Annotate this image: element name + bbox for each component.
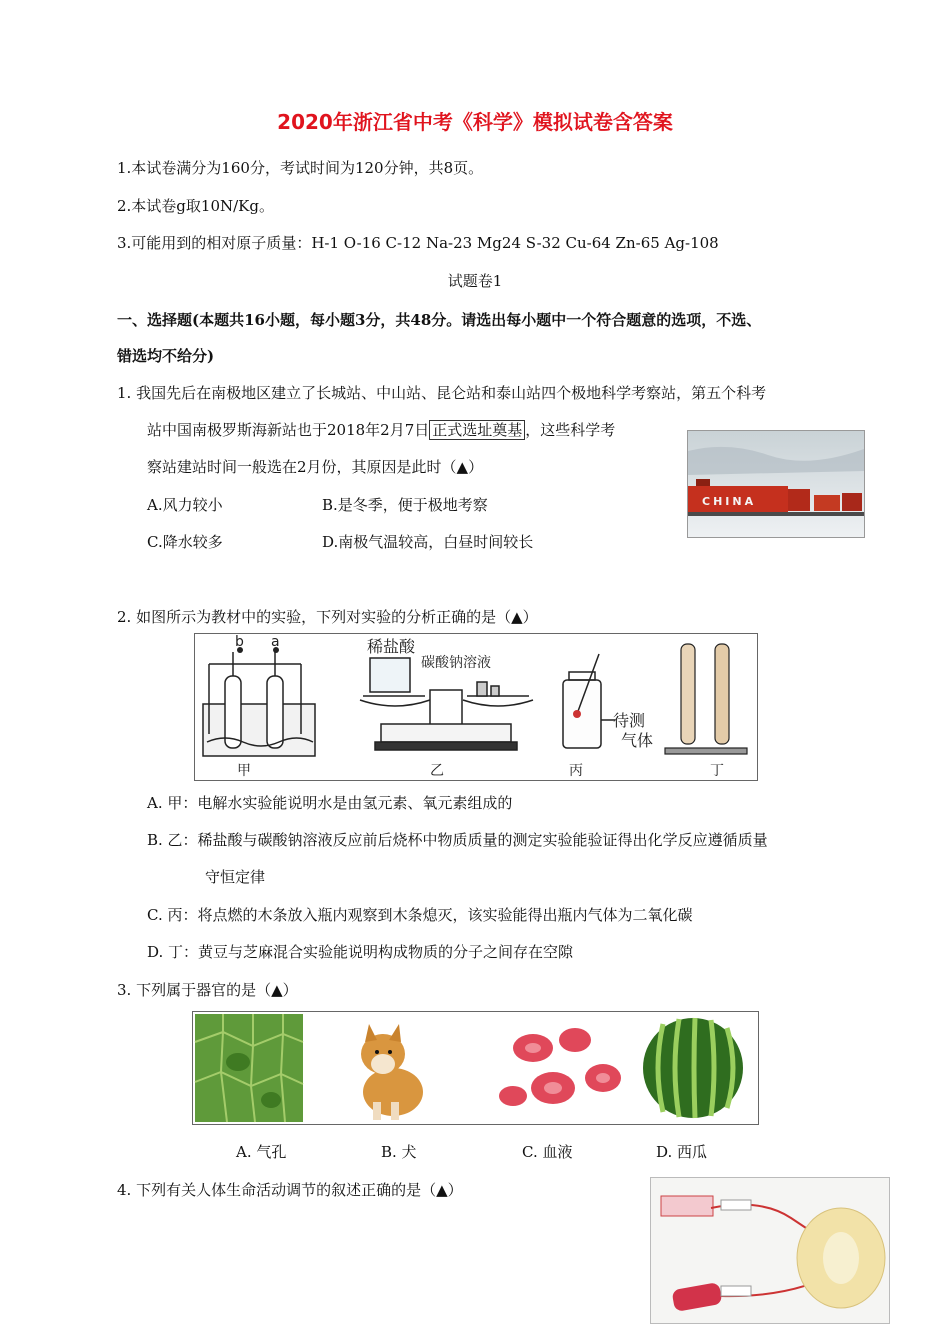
q3-option-c: C. 血液 (522, 1143, 573, 1161)
q1-stem-line2 (147, 419, 615, 440)
q2-option-b-cont: 守恒定律 (205, 868, 266, 886)
q3-option-a: A. 气孔 (236, 1143, 287, 1161)
q1-option-b: B.是冬季，便于极地考察 (322, 496, 488, 514)
paper-label: 试题卷1 (447, 272, 503, 290)
section-heading-line2: 错选均不给分) (117, 347, 215, 365)
q1-option-a: A.风力较小 (147, 496, 223, 514)
q2-option-b: B. 乙：稀盐酸与碳酸钠溶液反应前后烧杯中物质质量的测定实验能验证得出化学反应遵循质量 (147, 831, 768, 849)
section-heading-line1: 一、选择题(本题共16小题，每小题3分，共48分。请选出每小题中一个符合题意的选项，不选、 (117, 311, 762, 329)
q1-stem-line3: 察站建站时间一般选在2月份，其原因是此时（▲） (147, 458, 484, 476)
q2-option-a: A. 甲：电解水实验能说明水是由氢元素、氧元素组成的 (147, 794, 513, 812)
label-ding: 丁 (710, 763, 724, 779)
q3-image-strip (192, 1011, 759, 1125)
q4-stem: 4. 下列有关人体生命活动调节的叙述正确的是（▲） (117, 1181, 463, 1199)
q2-stem: 2. 如图所示为教材中的实验，下列对实验的分析正确的是（▲） (117, 608, 538, 626)
q2-option-d: D. 丁：黄豆与芝麻混合实验能说明构成物质的分子之间存在空隙 (147, 943, 574, 961)
label-jia: 甲 (237, 763, 251, 779)
label-a: a (271, 634, 280, 650)
q1-option-d: D.南极气温较高，白昼时间较长 (322, 533, 534, 551)
q2-option-c: C. 丙：将点燃的木条放入瓶内观察到木条熄灭，该实验能得出瓶内气体为二氧化碳 (147, 906, 693, 924)
q4-reflex-arc-diagram (650, 1177, 890, 1324)
q1-option-c: C.降水较多 (147, 533, 223, 551)
q1-photo-text: CHINA (702, 495, 757, 508)
q1-stem-line2-post: ，这些科学考 (525, 421, 616, 439)
label-b: b (235, 634, 244, 650)
q2-experiment-figure (194, 633, 758, 781)
mixing-tubes (665, 644, 747, 754)
q3-stem: 3. 下列属于器官的是（▲） (117, 981, 298, 999)
label-gas-1: 待测 (613, 711, 646, 730)
dog-image (361, 1024, 423, 1120)
note-2: 2.本试卷g取10N/Kg。 (117, 197, 274, 215)
watermelon-image (643, 1018, 743, 1118)
note-3: 3.可能用到的相对原子质量：H-1 O-16 C-12 Na-23 Mg24 S-32 Cu-64 Zn-65 Ag-108 (117, 234, 719, 252)
q1-stem-line1: 1. 我国先后在南极地区建立了长城站、中山站、昆仑站和泰山站四个极地科学考察站，第五个科考 (117, 384, 767, 402)
q3-option-d: D. 西瓜 (656, 1143, 708, 1161)
label-hydrochloric-acid: 稀盐酸 (367, 637, 416, 656)
electrolysis-apparatus (203, 652, 315, 756)
label-sodium-carbonate: 碳酸钠溶液 (421, 655, 491, 671)
gas-jar (563, 654, 615, 748)
stomata-image (195, 1014, 303, 1122)
q1-antarctic-station-photo (687, 430, 865, 538)
label-bing: 丙 (569, 763, 583, 779)
blood-cells-image (499, 1028, 621, 1106)
page-title: 2020年浙江省中考《科学》模拟试卷含答案 (277, 110, 673, 134)
q3-option-b: B. 犬 (381, 1143, 417, 1161)
label-gas-2: 气体 (621, 731, 654, 750)
q1-boxed-phrase: 正式选址奠基 (429, 420, 525, 440)
q1-stem-line2-pre: 站中国南极罗斯海新站也于2018年2月7日 (147, 421, 430, 439)
label-yi: 乙 (430, 763, 444, 779)
note-1: 1.本试卷满分为160分，考试时间为120分钟，共8页。 (117, 159, 484, 177)
